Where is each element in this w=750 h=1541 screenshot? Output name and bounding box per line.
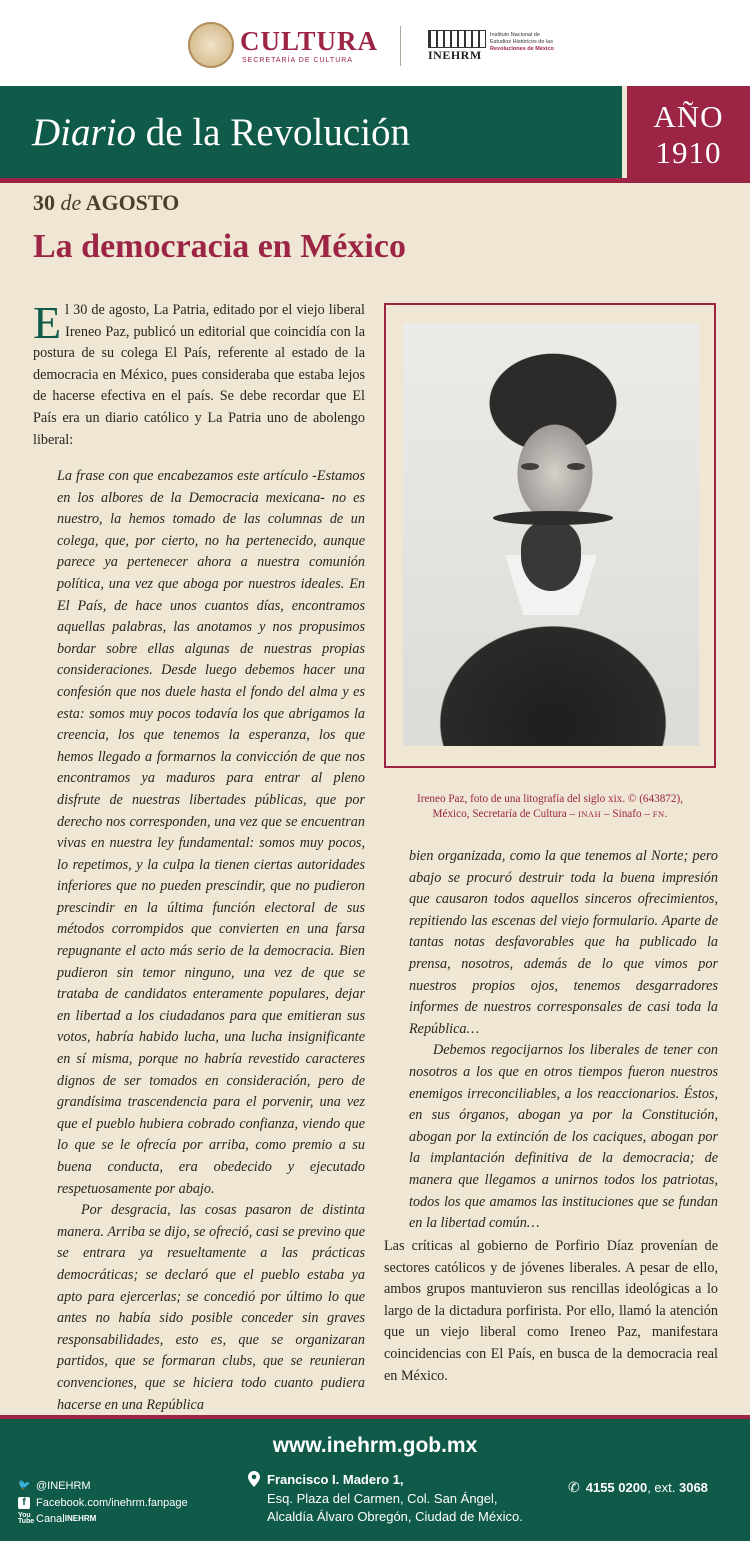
date-de: de [60,190,82,215]
phone-number: 4155 0200 [585,1480,648,1495]
year-label: AÑO [653,99,724,134]
banner-title-italic: Diario [32,111,137,154]
year-box [627,86,750,178]
quote-paragraph-1: La frase con que encabezamos este artículo -Estamos en los albores de la Democracia mexicana- no es nuestro, la hemos tomado de las columnas de un colega, que, por cierto, no ha pertenecido, aunque parece ya pertenecer ahora a nuestra comunión política, una vez que aboga por nuestros ideales. En El País, de hace unos cuantos días, encontramos aquellas palabras, las anotamos y nos propusimos bordar sobre ellas algunas de nuestras propias consideraciones. Desde luego debemos hacer una confesión que nos duele hasta el fondo del alma y es esta: somos muy pocos todavía los que abrigamos la creencia, los que tenemos la esperanza, los que hemos llegado a formarnos la convicción de que nos encontramos ya maduros para entrar al pleno disfrute de nuestras libertades públicas, que por derecho nos corresponden, una vez que se encuentran vivas en nuestra ley fundamental: somos muy pocos, lo repetimos, y la culpa la tienen ciertas autoridades inferiores que no pueden prescindir, que no pudieron prescindir en la última función electoral de sus métodos corrompidos que convierten en una farsa repugnante el acto más serio de la democracia. Bien pudieron sin temor ninguno, una vez de que se trataba de candidatos enteramente populares, dejar en libertad a los ciudadanos para que emitieran sus votos, habría habido lucha, una lucha insignificante en sí misma, porque no habría revestido caracteres dignos de ser tomados en consideración, pero de grandísima trascendencia para el porvenir, una vez que el pueblo hubiera cobrado confianza, viendo que lo que se le ofrecía por arriba, como premio a su buena conducta, era obedecido y ejecutado respetuosamente por abajo. [57,468,365,1197]
closing-paragraph: Las críticas al gobierno de Porfirio Díaz provenían de sectores católicos y de jóvenes liberales. A pesar de ello, ambos grupos mantuvieron sus rencillas ideológicas a lo largo de la dictadura porfirista. Por ello, llamó la atención que un viejo liberal como Ireneo Paz, manifestara coincidencias con El País, en busca de la democracia real en México. [384,1238,718,1384]
headline: La democracia en México [33,228,406,265]
portrait-eye-right [567,463,585,470]
lead-text: l 30 de agosto, La Patria, editado por el viejo liberal Ireneo Paz, publicó un editorial que coincidía con la postura de su colega El País, referente al estado de la democracia en México, pues consideraba que estaba lejos de hacerse efectiva en el país. Se debe recordar que El País era un diario católico y La Patria uno de abolengo liberal: [33,302,365,448]
social-links [18,1478,188,1528]
quote-column-left [57,466,365,1416]
banner-title [32,110,410,155]
date-day: 30 [33,190,55,215]
portrait-beard [521,521,581,591]
caption-end: . [664,808,668,820]
cultura-subtitle: SECRETARÍA DE CULTURA [242,57,353,64]
article-date [33,190,179,216]
cultura-logo[interactable] [188,22,383,72]
caption-line-2a: México, Secretaría de Cultura – [432,808,578,820]
drop-cap: E [33,297,62,348]
quote-paragraph-2-continued: bien organizada, como la que tenemos al Norte; pero abajo se procuró destruir toda la buena impresión que causaron todos aquellos sinceros ofrecimientos, repitiendo las escenas del viejo formulario. Aparte de tantas notas desfavorables que ha publicado la prensa, nosotros, además de lo que vimos por nuestros propios ojos, tenemos desgarradores informes de nuestros corresponsales de casi toda la República… [409,848,718,1037]
quote-paragraph-3: Debemos regocijarnos los liberales de tener con nosotros a los que en otros tiempos fueron nuestros enemigos irreconciliables, a los reaccionarios. Éstos, en sus órganos, abogan ya por la Constitución, abogan por la extinción de los caciques, abogan por la implantación definitiva de la democracia; de manera que llegamos a unirnos todos los patriotas, todos los que amamos las instituciones que se fundan en la libertad común… [409,1042,718,1232]
inehrm-full-line-1: Instituto Nacional de [490,32,540,38]
quote-column-right [409,846,718,1235]
lead-paragraph [33,297,365,451]
mexico-seal-icon [188,22,234,68]
building-icon [428,30,486,48]
facebook-link[interactable] [18,1495,188,1512]
address-street: Francisco I. Madero 1, [267,1472,404,1487]
location-pin-icon [248,1471,260,1487]
address-line-3: Alcaldía Álvaro Obregón, Ciudad de México. [267,1509,523,1524]
inehrm-full-line-3: Revoluciones de México [490,46,554,52]
address [248,1471,523,1527]
caption-line-1: Ireneo Paz, foto de una litografía del siglo xix. © (643872), [416,793,684,805]
inehrm-full-line-2: Estudios Históricos de las [490,39,553,45]
twitter-link[interactable] [18,1478,188,1495]
caption-line-2b: – Sinafo – [601,808,653,820]
inehrm-logo[interactable] [428,30,568,64]
phone-ext: 3068 [678,1480,708,1495]
photo-caption [390,792,710,822]
twitter-handle: @INEHRM [36,1480,91,1492]
phone-ext-label: , ext. [647,1480,679,1495]
twitter-icon: 🐦 [18,1480,31,1492]
quote-paragraph-2: Por desgracia, las cosas pasaron de distinta manera. Arriba se dijo, se ofreció, casi se previno que se entrara ya resueltamente a las prácticas democráticas; se declaró que el pueblo estaba ya apto para ejercerlas; se concedió por último lo que antes no había sido posible conceder sin graves responsabilidades, esto es, que se organizaran partidos, que se formaran clubs, que se reunieran convenciones, que se hiciera todo cuanto pudiera hacerse en una República [57,1202,365,1413]
caption-inah: INAH [577,809,602,819]
youtube-label: Canal [36,1513,65,1525]
cultura-wordmark: CULTURA [240,26,379,56]
portrait-eye-left [521,463,539,470]
inehrm-fullname [490,32,570,53]
top-logo-bar [0,0,750,86]
banner-title-rest: de la Revolución [136,111,411,154]
year-value: 1910 [655,135,722,170]
portrait-mustache [493,511,613,525]
caption-fn: FN [652,809,665,819]
facebook-url: Facebook.com/inehrm.fanpage [36,1496,188,1509]
youtube-link[interactable] [18,1511,188,1528]
inehrm-acronym: INEHRM [428,48,482,62]
youtube-channel: INEHRM [64,1514,97,1523]
phone[interactable] [568,1479,708,1496]
website-link[interactable]: www.inehrm.gob.mx [272,1434,478,1457]
youtube-icon: You Tube [18,1512,35,1526]
logo-divider [400,26,401,66]
ireneo-paz-portrait[interactable] [403,323,699,746]
address-line-2: Esq. Plaza del Carmen, Col. San Ángel, [267,1490,498,1506]
facebook-icon: f [18,1497,30,1509]
footer [0,1419,750,1541]
phone-icon: ✆ [568,1479,580,1495]
date-month: AGOSTO [85,190,180,215]
header-divider [0,178,750,183]
